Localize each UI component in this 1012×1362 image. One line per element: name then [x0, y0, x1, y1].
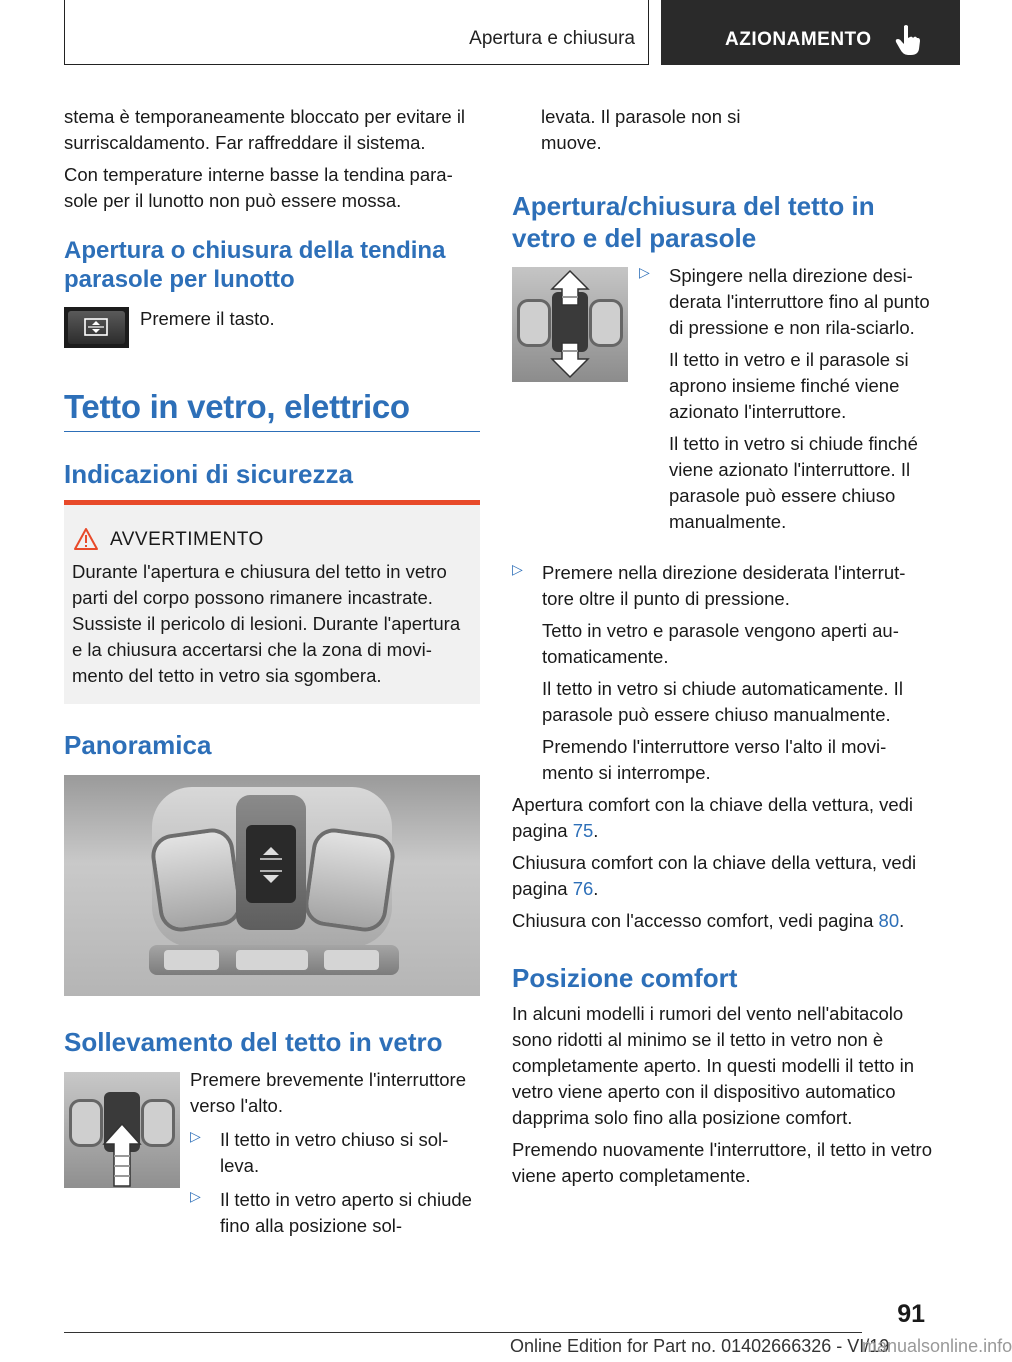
footer-edition: Online Edition for Part no. 01402666326 - VI/19: [510, 1336, 890, 1356]
warning-text: Durante l'apertura e chiusura del tetto in vetro parti del corpo possono rimanere incastrate. Sussiste il pericolo di lesioni. Durante l'apertura e la chiusura accertarsi che la zona di movi-mento del tetto in vetro sia sgombera.: [72, 561, 461, 686]
footer-rule: [64, 1332, 862, 1333]
header-divider-right: [648, 0, 649, 65]
header-tab[interactable]: [661, 0, 960, 65]
raise-roof-image: [64, 1072, 180, 1188]
ref-comfort-access: Chiusura con l'accesso comfort, vedi pagina 80.: [512, 910, 905, 931]
roof-bullet-2: ▷ Premere nella direzione desiderata l'interrut-tore oltre il punto di pressione. Tetto in vetro e parasole vengono aperti au-tomaticamente. Il tetto in vetro si chiude automaticamente. Il parasole può essere chiuso manualmente. Premendo l'interruttore verso l'alto il movi-mento si interrompe.: [512, 561, 906, 783]
heading-rear-window-blind: Apertura o chiusura della tendina parasole per lunotto: [64, 237, 446, 293]
roof-switch-icon: [254, 845, 288, 885]
raise-instruction: Premere brevemente l'interruttore verso l'alto.: [190, 1069, 467, 1116]
bullet-triangle-icon: ▷: [190, 1128, 201, 1144]
header-rule: [64, 64, 649, 65]
arrow-up-down-icon: [550, 269, 590, 379]
heading-comfort-position: Posizione comfort: [512, 963, 738, 993]
heading-safety: Indicazioni di sicurezza: [64, 459, 353, 489]
heading-raise-roof: Sollevamento del tetto in vetro: [64, 1027, 443, 1057]
continued-text: levata. Il parasole non si muove.: [541, 106, 741, 153]
page-link-75[interactable]: 75: [572, 820, 594, 841]
warning-top-bar: [64, 500, 480, 505]
title-rule: [64, 431, 480, 432]
rear-blind-instruction: Premere il tasto.: [140, 308, 275, 329]
bullet-triangle-icon: ▷: [639, 264, 650, 280]
overview-console-image: [64, 775, 480, 996]
page-link-76[interactable]: 76: [572, 878, 594, 899]
bullet-triangle-icon: ▷: [190, 1188, 201, 1204]
hand-pointer-icon: [895, 24, 921, 56]
raise-bullet-2: ▷ Il tetto in vetro aperto si chiude fino alla posizione sol-: [190, 1188, 472, 1236]
roof-bullet-1: ▷ Spingere nella direzione desi-derata l'interruttore fino al punto di pressione e non rila-sciarlo. Il tetto in vetro e il parasole si aprono insieme finché viene azionato l'interruttore. Il tetto in vetro si chiude finché viene azionato l'interruttore. Il parasole può essere chiuso manualmente.: [639, 264, 930, 532]
header-tab-label: AZIONAMENTO: [725, 29, 872, 50]
header-section-title: Apertura e chiusura: [469, 28, 635, 49]
warning-triangle-icon: [74, 528, 98, 550]
page-link-80[interactable]: 80: [878, 910, 900, 931]
footer-site: manualsonline.info: [862, 1336, 1012, 1356]
warning-title: AVVERTIMENTO: [110, 529, 264, 550]
heading-overview: Panoramica: [64, 730, 212, 760]
heading-open-close-roof: Apertura/chiusura del tetto in vetro e del parasole: [512, 191, 875, 253]
intro-paragraph: stema è temporaneamente bloccato per evitare il surriscaldamento. Far raffreddare il sistema.: [64, 106, 466, 153]
bullet-triangle-icon: ▷: [512, 561, 523, 577]
page-number: 91: [897, 1300, 925, 1328]
rear-blind-icon: [84, 318, 108, 336]
comfort-paragraph-1: In alcuni modelli i rumori del vento nell'abitacolo sono ridotti al minimo se il tetto in vetro non è completamente aperto. In questi modelli il tetto in vetro viene aperto con il dispositivo automatico dapprima solo fino alla posizione comfort.: [512, 1003, 915, 1128]
roof-switch-image: [512, 267, 628, 382]
page-title: Tetto in vetro, elettrico: [64, 388, 410, 425]
rear-blind-button-image: [64, 307, 129, 348]
ref-comfort-close: Chiusura comfort con la chiave della vettura, vedi pagina 76.: [512, 852, 917, 899]
arrow-up-icon: [102, 1122, 142, 1188]
low-temp-paragraph: Con temperature interne basse la tendina para-sole per il lunotto non può essere mossa.: [64, 164, 453, 211]
ref-comfort-open: Apertura comfort con la chiave della vettura, vedi pagina 75.: [512, 794, 914, 841]
raise-bullet-1: ▷ Il tetto in vetro chiuso si sol-leva.: [190, 1128, 449, 1176]
comfort-paragraph-2: Premendo nuovamente l'interruttore, il tetto in vetro viene aperto completamente.: [512, 1139, 932, 1186]
